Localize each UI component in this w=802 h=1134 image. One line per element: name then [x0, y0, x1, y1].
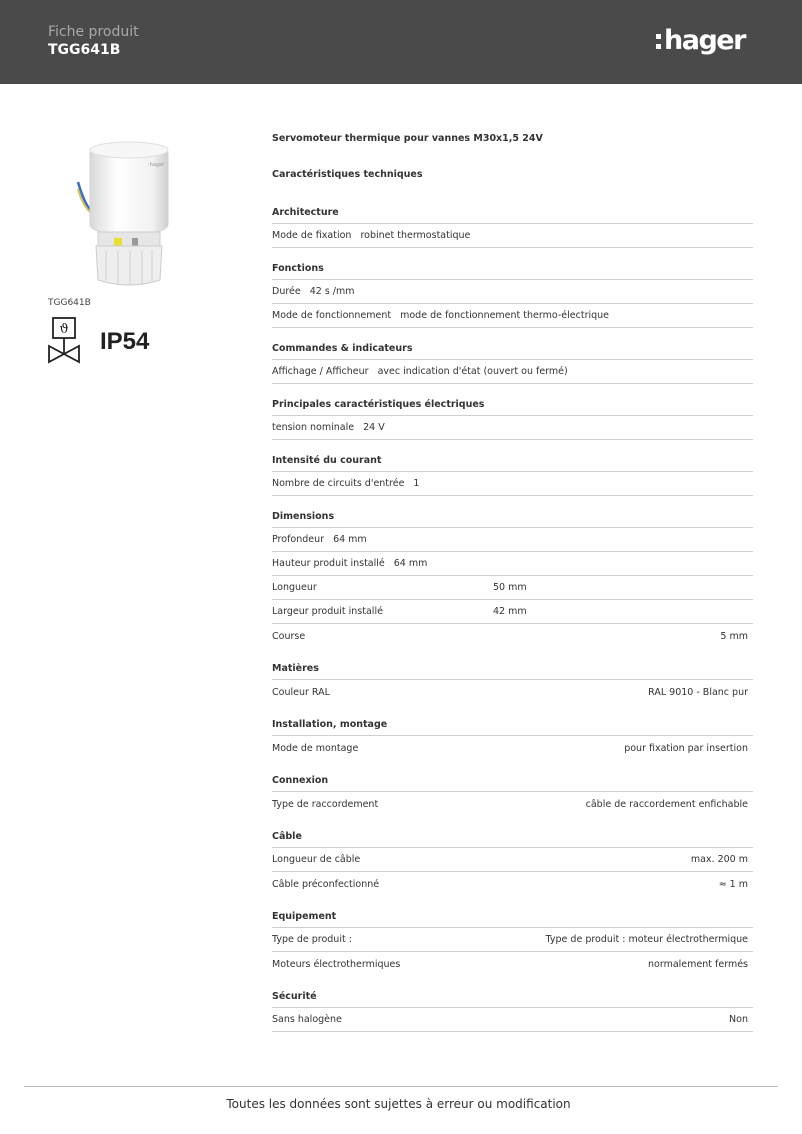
spec-content	[272, 128, 753, 1046]
spec-label: Nombre de circuits d'entrée	[272, 478, 405, 489]
spec-row	[272, 360, 753, 384]
spec-value: 64 mm	[393, 558, 428, 569]
spec-row	[272, 952, 753, 976]
svg-text::hager: :hager	[148, 162, 165, 168]
spec-label: Largeur produit installé	[272, 606, 383, 617]
spec-label: Type de produit :	[272, 934, 352, 945]
spec-row	[272, 680, 753, 704]
product-title: Servomoteur thermique pour vannes M30x1,5 24V	[272, 133, 543, 144]
footer-disclaimer: Toutes les données sont sujettes à erreur ou modification	[226, 1097, 571, 1111]
section-connexion	[272, 774, 753, 816]
spec-value: 50 mm	[493, 582, 527, 593]
section-securite	[272, 990, 753, 1032]
spec-row	[272, 736, 753, 760]
spec-label: Longueur de câble	[272, 854, 361, 865]
spec-row	[272, 848, 753, 872]
section-fonctions	[272, 262, 753, 328]
spec-label: Affichage / Afficheur	[272, 366, 369, 377]
spec-value: Non	[729, 1014, 748, 1025]
spec-label: Course	[272, 630, 306, 642]
section-heading: Commandes & indicateurs	[272, 342, 753, 360]
spec-row	[272, 416, 753, 440]
spec-row	[272, 1008, 753, 1032]
spec-row	[272, 792, 753, 816]
section-intensite	[272, 454, 753, 496]
spec-label: Sans halogène	[272, 1014, 342, 1025]
spec-value: 42 mm	[493, 606, 527, 617]
section-cable	[272, 830, 753, 896]
spec-row	[272, 528, 753, 552]
spec-label: Moteurs électrothermiques	[272, 958, 401, 970]
spec-value: avec indication d'état (ouvert ou fermé)	[377, 366, 568, 377]
spec-value: max. 200 m	[690, 854, 748, 865]
spec-label: Mode de fixation	[272, 230, 352, 241]
spec-label: Hauteur produit installé	[272, 558, 385, 569]
section-heading: Matières	[272, 662, 753, 680]
section-architecture	[272, 206, 753, 248]
spec-label: Type de raccordement	[272, 798, 379, 810]
header-title: TGG641B	[48, 42, 121, 58]
hager-logo	[656, 22, 745, 58]
spec-value: ≈ 1 m	[718, 878, 748, 890]
spec-row	[272, 280, 753, 304]
header-subtitle: Fiche produit	[48, 24, 139, 40]
section-dimensions	[272, 510, 753, 648]
spec-value: mode de fonctionnement thermo-électrique	[400, 310, 610, 321]
spec-label: Câble préconfectionné	[272, 878, 380, 890]
spec-value: Type de produit : moteur électrothermique	[545, 934, 748, 945]
spec-value: robinet thermostatique	[360, 230, 471, 241]
section-heading: Fonctions	[272, 262, 753, 280]
spec-row	[272, 472, 753, 496]
spec-row	[272, 552, 753, 576]
section-heading: Installation, montage	[272, 718, 753, 736]
section-electrical	[272, 398, 753, 440]
spec-label: tension nominale	[272, 422, 355, 433]
svg-text:ϑ: ϑ	[59, 322, 69, 337]
section-installation	[272, 718, 753, 760]
section-heading: Equipement	[272, 910, 753, 928]
spec-label: Profondeur	[272, 534, 325, 545]
logo-text: hager	[664, 24, 745, 56]
spec-row	[272, 600, 753, 624]
spec-row	[272, 576, 753, 600]
spec-row	[272, 872, 753, 896]
page-header	[0, 0, 802, 84]
spec-value: RAL 9010 - Blanc pur	[648, 686, 748, 698]
section-heading: Principales caractéristiques électriques	[272, 398, 753, 416]
spec-label: Longueur	[272, 582, 317, 593]
section-heading: Architecture	[272, 206, 753, 224]
section-heading: Dimensions	[272, 510, 753, 528]
section-heading: Connexion	[272, 774, 753, 792]
spec-value: 64 mm	[333, 534, 367, 545]
spec-row	[272, 928, 753, 952]
thermo-valve-icon	[48, 316, 82, 366]
tech-heading: Caractéristiques techniques	[272, 169, 423, 180]
section-commandes	[272, 342, 753, 384]
spec-value: câble de raccordement enfichable	[585, 798, 748, 810]
section-heading: Sécurité	[272, 990, 753, 1008]
spec-value: 42 s /mm	[309, 286, 355, 297]
product-image	[74, 134, 184, 289]
section-heading: Câble	[272, 830, 753, 848]
spec-value: normalement fermés	[648, 958, 748, 970]
section-heading: Intensité du courant	[272, 454, 753, 472]
spec-row	[272, 624, 753, 648]
spec-value: 1	[413, 478, 420, 489]
spec-value: pour fixation par insertion	[624, 742, 748, 754]
spec-value: 5 mm	[720, 630, 748, 642]
ip-rating: IP54	[100, 328, 150, 355]
spec-row	[272, 224, 753, 248]
footer-divider	[24, 1086, 778, 1087]
spec-label: Mode de montage	[272, 742, 359, 754]
section-equipement	[272, 910, 753, 976]
spec-label: Mode de fonctionnement	[272, 310, 392, 321]
spec-label: Couleur RAL	[272, 686, 330, 698]
product-reference: TGG641B	[48, 298, 91, 308]
spec-row	[272, 304, 753, 328]
spec-label: Durée	[272, 286, 301, 297]
spec-value: 24 V	[363, 422, 385, 433]
section-matieres	[272, 662, 753, 704]
